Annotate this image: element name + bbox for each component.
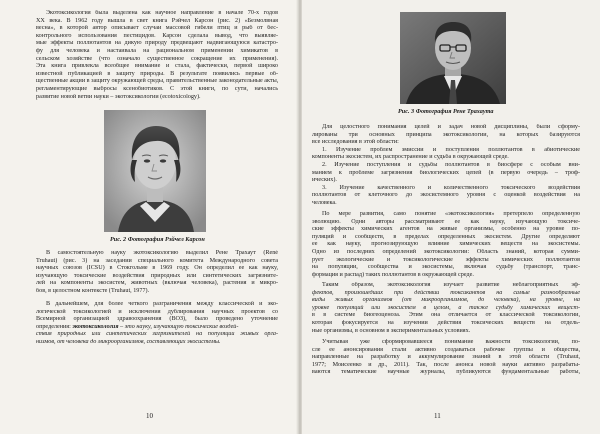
term-ecotoxicology: экотоксикология xyxy=(72,323,119,330)
right-paragraph-4 xyxy=(312,339,580,377)
text-line: 2. Изучение поступления и судьбы поллютантов в биосфере с особым вни- xyxy=(322,161,580,168)
page-number-right: 11 xyxy=(434,412,441,420)
text-line: бов, в целостном контексте (Truhaut, 1977). xyxy=(36,287,150,294)
text-line: манием к проблеме загрязнения биологических цепей (в первую очередь – троф- xyxy=(312,169,580,176)
text-line: фектов, произошедших при действии токсикантов на самые разнообразные xyxy=(312,289,580,296)
text-line: сельском хозяйстве (что означало существенное сокращение их применения). xyxy=(36,55,278,62)
text-line: виды живых организмов (от микроорганизмов, до человека), на уровне, на xyxy=(312,297,580,304)
text-line: компоненты экосистем, их распространение и судьба в окружающей среде. xyxy=(312,154,509,161)
text-line: ваются тематические научные журналы, публикуются фундаментальные работы, xyxy=(312,369,580,376)
right-paragraph-2 xyxy=(312,211,580,279)
text-line: щественные акции в защиту окружающей среды, правительственные законодательные акты, xyxy=(36,78,278,85)
text-line: Экотоксикология была выделена как научное направление в начале 70-х годов xyxy=(46,10,278,16)
text-line: контрольного использования пестицидов. Карсон сделала вывод, что выявляе- xyxy=(36,32,278,39)
text-fragment: – это науку, изучающую токсические воздей- xyxy=(118,323,239,330)
text-line: формация и распад) таких поллютантов в окружающей среде. xyxy=(312,271,474,278)
text-line: ических). xyxy=(312,177,337,184)
text-line: весна», в которой автор описывает случаи массовой гибели птиц и рыб от бес- xyxy=(36,25,278,32)
right-paragraph-1 xyxy=(312,124,580,208)
text-line: ские эффекты химических агентов на живые организмы, особенно на уровне по- xyxy=(312,226,580,233)
text-line: Таким образом, экотоксикология изучает развитие неблагоприятных эф- xyxy=(322,282,580,288)
left-page xyxy=(0,0,298,434)
text-line: XX века. В 1962 году вышла в свет книга Рэйчел Карсон (рис. 2) «Безмолвная xyxy=(36,17,278,24)
text-line: мые эффекты поллютантов на дикую природу предвещают надвигающуюся катастро- xyxy=(36,40,278,47)
text-line: развитие новой ветви науки – экотоксикологии (ecotoxicology). xyxy=(36,93,201,100)
left-paragraph-3 xyxy=(36,301,278,347)
text-line: Учитывая уже сформировавшееся понимание важности токсикологии, по- xyxy=(322,339,580,345)
text-line: 3. Изучение качественного и количественного токсического воздействия xyxy=(322,184,580,191)
text-line: логической токсикологией и исключения дублирования научных проектов со xyxy=(36,308,278,315)
text-line: Одно из последних определений экотоксикологии: Область знаний, которая сумми- xyxy=(312,248,580,255)
text-line: все исследования в этой области: xyxy=(312,139,399,146)
text-line: сле ее анонсирования стали активно создаваться рабочие группы и общества, xyxy=(312,346,580,353)
rene-truhaut-photo xyxy=(400,12,506,104)
rachel-carson-photo xyxy=(104,110,206,232)
text-line: эволюцию. Одни авторы рассматривают ее как науку, изучающую токсиче- xyxy=(312,218,580,225)
text-line: научных союзов (ICSU) в Стокгольме в 1969 году. Он определил ее как науку, xyxy=(36,265,278,272)
text-line: фу для человека и настаивала на рациональном применении химикатов в xyxy=(36,47,278,54)
text-line: изучающую токсические воздействия природных или синтетических загрязните- xyxy=(36,272,278,279)
right-paragraph-3 xyxy=(312,282,580,335)
text-line: рует экологические и токсикологические эффекты химических поллютантов xyxy=(312,256,580,263)
text-line: лей на компоненты экосистем, животных (включая человека), растения и микро- xyxy=(36,280,278,287)
text-line: ее как науку, прогнозирующую влияние химических веществ на экосистемы. xyxy=(312,241,580,248)
text-line: в в системе биогеоценоза. Этим она отличается от классической токсикологии, xyxy=(312,312,580,319)
left-paragraph-2 xyxy=(36,250,278,296)
text-line: Эта книга привлекла всеобщее внимание и стала, фактически, первой широко xyxy=(36,63,278,70)
text-fragment: определения: xyxy=(36,323,73,330)
text-line: известной публикацией в защиту природы. В результате появились первые об- xyxy=(36,70,278,77)
text-line: лированы три основных принципа экотоксикологии, на которых базируются xyxy=(312,131,580,138)
text-line: ные организмы, в основном в экспериментальных условиях. xyxy=(312,327,471,334)
text-line: По мере развития, само понятие «экотоксикология» претерпело определенную xyxy=(322,211,580,217)
text-line: направленные на разработку и аккумулирование знаний в этой области (Truhaut, xyxy=(312,354,580,361)
left-paragraph-1 xyxy=(36,10,278,101)
page-number-left: 10 xyxy=(146,412,153,420)
text-line: 1. Изучение проблем эмиссии и поступления поллютантов в абиотические xyxy=(322,146,580,153)
right-page xyxy=(302,0,600,434)
text-line: В самостоятельную науку экотоксикологию выделил Рене Трахаут (René xyxy=(46,250,278,256)
text-line: В дальнейшем, для более четкого разграничения между классической и эко- xyxy=(46,301,278,307)
figure-2-caption: Рис. 2 Фотография Рэйчел Карсон xyxy=(110,236,205,243)
text-line: Всемирной организацией здравоохранения (ВОЗ), было проведено уточнение xyxy=(36,316,278,323)
text-line xyxy=(36,324,278,332)
text-line: которая фокусируется на изучении действия токсических веществ на отдель- xyxy=(312,319,580,326)
text-line: Для целостного понимания целей и задач новой дисциплины, были сформу- xyxy=(322,124,580,130)
text-line: ствия природных или синтетических загрязнителей на популяции живых орга- xyxy=(36,331,278,338)
text-line: 1977; Моисеенко и др., 2011). Так, после анонса новой науки активно разрабаты- xyxy=(312,361,580,368)
figure-3-caption: Рис. 3 Фотография Рене Трахаута xyxy=(398,108,494,115)
text-line: на популяции, сообщества и экосистемы, включая судьбу (транспорт, транс- xyxy=(312,264,580,271)
text-line: уровне популяций или экосистем в целом, а также судьбу химических вещест- xyxy=(312,304,580,311)
text-line: поллютантов от клеточного до экосистемного уровня с оценкой воздействия на xyxy=(312,192,580,199)
text-line: низмов, от человека до микроорганизмов, составляющих экосистемы. xyxy=(36,338,221,345)
text-line: Truhaut) (рис. 3) на заседании специального комитета Международного совета xyxy=(36,257,278,264)
text-line: человека. xyxy=(312,199,337,206)
text-line: регламентирующие выбросы ксенобиотиков. С этой книги, по сути, начались xyxy=(36,85,278,92)
text-line: пуляций и сообществ, в пределах определенных экосистем. Другие определяют xyxy=(312,233,580,240)
